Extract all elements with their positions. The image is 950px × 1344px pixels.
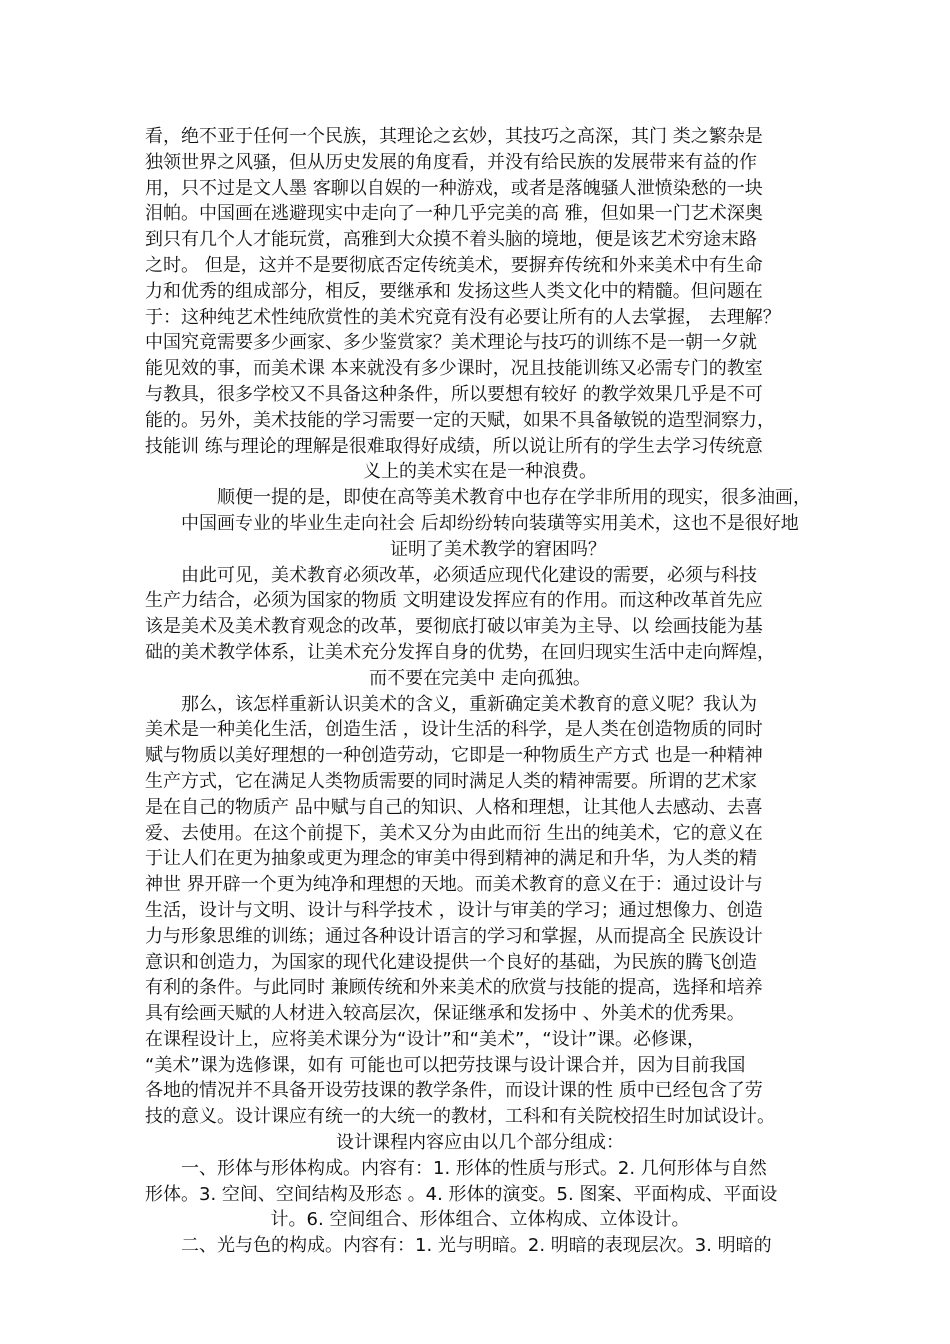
text-line: 二、光与色的构成。内容有：1. 光与明暗。2. 明暗的表现层次。3. 明暗的 (181, 1235, 772, 1257)
text-line: 技的意义。设计课应有统一的大统一的教材，工科和有关院校招生时加试设计。 (145, 1106, 775, 1128)
text-line: 设计课程内容应由以几个部分组成： (336, 1132, 624, 1154)
text-line: 是在自己的物质产 品中赋与自己的知识、人格和理想，让其他人去感动、去喜 (145, 796, 763, 818)
text-line: “美术”课为选修课，如有 可能也可以把劳技课与设计课合并，因为目前我国 (145, 1054, 746, 1076)
text-line: 顺便一提的是，即使在高等美术教育中也存在学非所用的现实，很多油画， (217, 487, 811, 509)
text-line: 力和优秀的组成部分，相反，要继承和 发扬这些人类文化中的精髓。但问题在 (145, 280, 763, 302)
paragraph-4 (145, 692, 815, 1027)
paragraph-3 (145, 563, 815, 692)
text-line: 爱、去使用。在这个前提下，美术又分为由此而衍 生出的纯美术，它的意义在 (145, 822, 763, 844)
text-line: 意识和创造力，为国家的现代化建设提供一个良好的基础，为民族的腾飞创造 (145, 951, 757, 973)
paragraph-2 (145, 485, 815, 562)
text-line: 由此可见，美术教育必须改革，必须适应现代化建设的需要，必须与科技 (181, 564, 757, 586)
text-line: 神世 界开辟一个更为纯净和理想的天地。而美术教育的意义在于：通过设计与 (145, 874, 763, 896)
text-line: 力与形象思维的训练；通过各种设计语言的学习和掌握，从而提高全 民族设计 (145, 925, 763, 947)
text-line: 中国画专业的毕业生走向社会 后却纷纷转向装璜等实用美术，这也不是很好地 (181, 512, 799, 534)
text-line: 生产力结合，必须为国家的物质 文明建设发挥应有的作用。而这种改革首先应 (145, 590, 763, 612)
text-line: 证明了美术教学的窘困吗？ (390, 538, 606, 560)
text-line: 于让人们在更为抽象或更为理念的审美中得到精神的满足和升华，为人类的精 (145, 848, 757, 870)
text-line: 生活，设计与文明、设计与科学技术 ，设计与审美的学习；通过想像力、创造 (145, 899, 763, 921)
text-line: 有利的条件。与此同时 兼顾传统和外来美术的欣赏与技能的提高，选择和培养 (145, 977, 763, 999)
text-line: 在课程设计上，应将美术课分为“设计”和“美术”，“设计”课。必修课， (145, 1028, 705, 1050)
text-line: 到只有几个人才能玩赏，高雅到大众摸不着头脑的境地，便是该艺术穷途末路 (145, 229, 757, 251)
text-line: 各地的情况并不具备开设劳技课的教学条件，而设计课的性 质中已经包含了劳 (145, 1080, 763, 1102)
text-line: 之时。 但是，这并不是要彻底否定传统美术，要摒弃传统和外来美术中有生命 (145, 254, 763, 276)
text-line: 泪帕。中国画在逃避现实中走向了一种几乎完美的高 雅，但如果一门艺术深奥 (145, 203, 763, 225)
text-line: 形体。3. 空间、空间结构及形态 。4. 形体的演变。5. 图案、平面构成、平面设 (145, 1183, 778, 1205)
text-line: 美术是一种美化生活，创造生活 ，设计生活的科学，是人类在创造物质的同时 (145, 719, 763, 741)
body-text (145, 124, 815, 1259)
text-line: 独领世界之风骚，但从历史发展的角度看，并没有给民族的发展带来有益的作 (145, 151, 757, 173)
text-line: 具有绘画天赋的人材进入较高层次，保证继承和发扬中 、外美术的优秀果。 (145, 1003, 745, 1025)
text-line: 技能训 练与理论的理解是很难取得好成绩，所以说让所有的学生去学习传统意 (145, 435, 763, 457)
text-line: 生产方式，它在满足人类物质需要的同时满足人类的精神需要。所谓的艺术家 (145, 770, 757, 792)
text-line: 那么，该怎样重新认识美术的含义，重新确定美术教育的意义呢？我认为 (181, 693, 757, 715)
text-line: 用，只不过是文人墨 客聊以自娱的一种游戏，或者是落魄骚人泄愤染愁的一块 (145, 177, 763, 199)
text-line: 而不要在完美中 走向孤独。 (369, 667, 591, 689)
text-line: 中国究竟需要多少画家、多少鉴赏家？美术理论与技巧的训练不是一朝一夕就 (145, 332, 757, 354)
text-line: 义上的美术实在是一种浪费。 (363, 461, 597, 483)
text-line: 一、形体与形体构成。内容有：1. 形体的性质与形式。2. 几何形体与自然 (181, 1157, 767, 1179)
paragraph-1 (145, 124, 815, 485)
text-line: 于：这种纯艺术性纯欣赏性的美术究竟有没有必要让所有的人去掌握， 去理解？ (145, 306, 781, 328)
text-line: 该是美术及美术教育观念的改革，要彻底打破以审美为主导、以 绘画技能为基 (145, 616, 763, 638)
text-line: 能的。另外，美术技能的学习需要一定的天赋，如果不具备敏锐的造型洞察力， (145, 409, 775, 431)
paragraph-7 (145, 1233, 815, 1259)
paragraph-5 (145, 1027, 815, 1156)
text-line: 赋与物质以美好理想的一种创造劳动，它即是一种物质生产方式 也是一种精神 (145, 745, 763, 767)
text-line: 看，绝不亚于任何一个民族，其理论之玄妙，其技巧之高深，其门 类之繁杂是 (145, 126, 763, 147)
paragraph-6 (145, 1156, 815, 1233)
text-line: 能见效的事，而美术课 本来就没有多少课时，况且技能训练又必需专门的教室 (145, 358, 763, 380)
text-line: 础的美术教学体系，让美术充分发挥自身的优势，在回归现实生活中走向辉煌， (145, 641, 775, 663)
text-line: 计。6. 空间组合、形体组合、立体构成、立体设计。 (270, 1209, 690, 1231)
text-line: 与教具，很多学校又不具备这种条件，所以要想有较好 的教学效果几乎是不可 (145, 383, 763, 405)
